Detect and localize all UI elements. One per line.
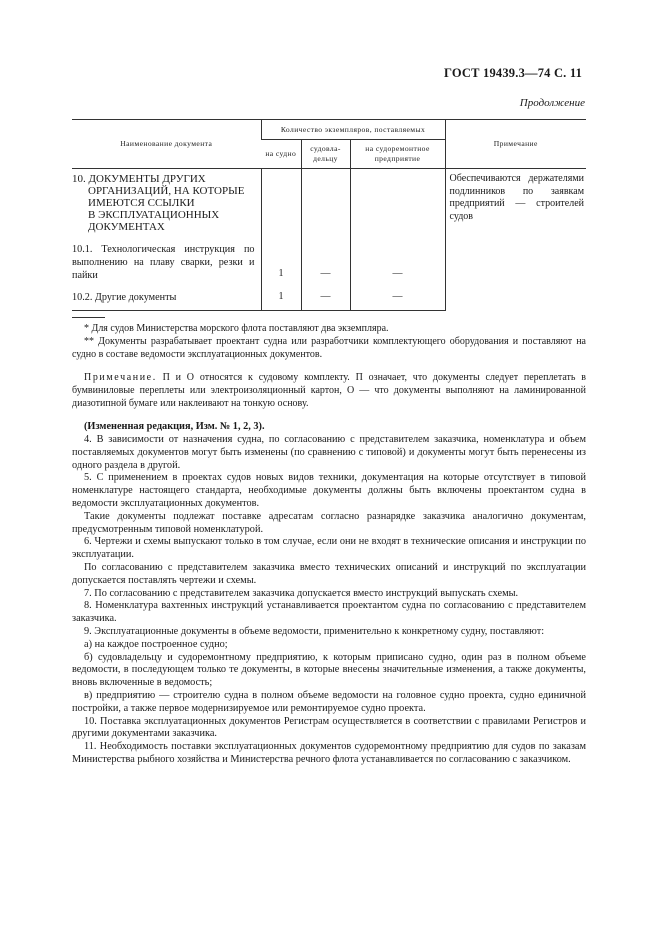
row-qty-owner: — [301, 237, 350, 285]
paragraph: 9. Эксплуатационные документы в объеме ведомости, применительно к конкретному судну, поставляют: [84, 625, 545, 637]
col-header-qty-group: Количество экземпляров, поставляемых [261, 120, 445, 140]
row-qty-repair: — [350, 237, 445, 285]
body-text [72, 434, 586, 767]
paragraph: 8. Номенклатура вахтенных инструкций устанавливается проектантом судна по согласованию с представителем заказчика. [72, 600, 586, 625]
row-qty-repair: — [350, 285, 445, 311]
section-note: Обеспечиваются держателями подлинников по заявкам предприятий — строителей судов [445, 169, 586, 311]
section-title-line: 10. ДОКУМЕНТЫ ДРУГИХ [72, 173, 206, 185]
footnote-divider [72, 317, 105, 318]
remark-label: Примечание. [84, 372, 157, 383]
table-row [72, 285, 261, 311]
paragraph: 7. По согласованию с представителем заказчика допускается вместо инструкций выпускать схемы. [84, 587, 519, 599]
remark-text: П и О относятся к судовому комплекту. П означает, что документы следует переплетать в бумвиниловые переплеты или электроизоляционный картон, О — что документы выполняют на ламинированной диазотипной бумаге или наклеивают на тонкую основу. [72, 372, 587, 409]
paragraph: По согласованию с представителем заказчика вместо технических описаний и инструкций по эксплуатации допускается поставлять чертежи и схемы. [72, 561, 586, 586]
paragraph: 11. Необходимость поставки эксплуатационных документов судоремонтному предприятию для судов по заказам Министерства рыбного хозяйства и Министерства речного флота устанавливается по согласованию с заказчиком. [72, 741, 586, 765]
col-header-name: Наименование документа [72, 120, 261, 169]
row-qty-ship: 1 [261, 237, 301, 285]
section-title-cell [72, 169, 261, 237]
footnote-2: ** Документы разрабатывает проектант судна или разработчики комплектующего оборудования и поставляют на судно в составе ведомости эксплуатационных документов. [72, 336, 586, 360]
documents-table [72, 119, 586, 311]
section-title-line: ОРГАНИЗАЦИЙ, НА КОТОРЫЕ [88, 185, 245, 197]
paragraph: 4. В зависимости от назначения судна, по согласованию с представителем заказчика, номенклатура и объем поставляемых документов могут быть изменены (по сравнению с типовой) и документы могут быть перенесены из одного раздела в другой. [72, 434, 586, 471]
col-header-qty-ship: на судно [261, 140, 301, 169]
continuation-label: Продолжение [519, 97, 585, 109]
amendment-note: (Измененная редакция, Изм. № 1, 2, 3). [84, 421, 265, 432]
section-title-line: В ЭКСПЛУАТАЦИОННЫХ [88, 209, 220, 221]
table-remark [72, 372, 586, 410]
paragraph: а) на каждое построенное судно; [84, 638, 228, 650]
section-title-line: ИМЕЮТСЯ ССЫЛКИ [88, 197, 195, 209]
row-name: 10.2. Другие документы [72, 291, 177, 303]
footnote-1: * Для судов Министерства морского флота поставляют два экземпляра. [84, 323, 389, 334]
col-header-note: Примечание [445, 120, 586, 169]
table-row [72, 237, 261, 285]
col-header-qty-repair: на судоремонтное предприятие [350, 140, 445, 169]
paragraph: Такие документы подлежат поставке адресатам согласно разнарядке заказчика аналогично документам, предусмотренным типовой номенклатурой. [72, 510, 586, 535]
row-qty-ship: 1 [261, 285, 301, 311]
paragraph: 10. Поставка эксплуатационных документов Регистрам осуществляется в соответствии с правилами Регистров и другими документами заказчика. [72, 715, 586, 740]
col-header-qty-owner: судовла-дельцу [301, 140, 350, 169]
paragraph: в) предприятию — строителю судна в полном объеме ведомости на головное судно проекта, судно единичной постройки, а также первое модернизируемое или ремонтируемое судно проекта. [72, 689, 586, 714]
row-qty-owner: — [301, 285, 350, 311]
section-title-line: ДОКУМЕНТАХ [88, 221, 165, 233]
row-name: 10.1. Технологическая инструкция по выполнению на плаву сварки, резки и пайки [72, 243, 255, 281]
paragraph: 5. С применением в проектах судов новых видов техники, документация на которые отсутствует в типовой номенклатуре настоящего стандарта, необходимые документы должны быть включены проектантом судна в ведомости эксплуатационных документов. [72, 472, 586, 509]
paragraph: 6. Чертежи и схемы выпускают только в том случае, если они не входят в технические описания и инструкции по эксплуатации. [72, 536, 586, 561]
page-header: ГОСТ 19439.3—74 С. 11 [444, 66, 583, 80]
paragraph: б) судовладельцу и судоремонтному предприятию, к которым приписано судно, один раз в полном объеме ведомости, в последующем только те документы, в которые внесены значительные изменения, а также документы, вновь включенные в ведомость; [72, 651, 586, 689]
